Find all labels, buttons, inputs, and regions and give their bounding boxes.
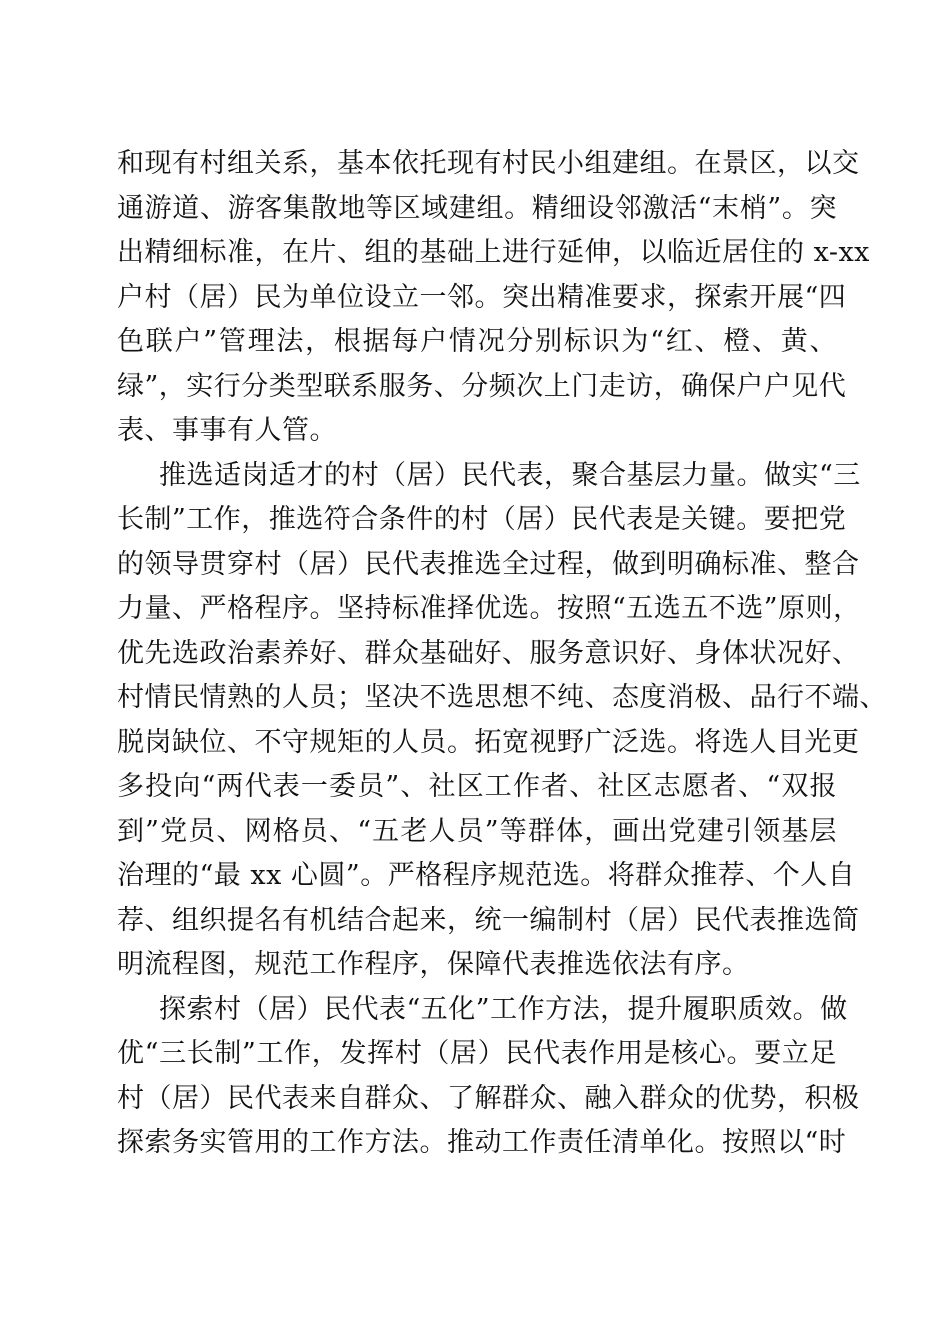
paragraph-2-line-4: 力量、严格程序。坚持标准择优选。按照“五选五不选”原则， <box>117 593 861 624</box>
paragraph-1-line-4: 户村（居）民为单位设立一邻。突出精准要求，探索开展“四 <box>117 281 847 313</box>
paragraph-3-line-2: 优“三长制”工作，发挥村（居）民代表作用是核心。要立足 <box>117 1038 837 1069</box>
paragraph-2-line-1: 推选适岗适才的村（居）民代表，聚合基层力量。做实“三 <box>159 459 861 491</box>
paragraph-2-line-12: 明流程图，规范工作程序，保障代表推选依法有序。 <box>117 949 750 980</box>
paragraph-3-line-3: 村（居）民代表来自群众、了解群众、融入群众的优势，积极 <box>117 1082 860 1114</box>
paragraph-2-line-2: 长制”工作，推选符合条件的村（居）民代表是关键。要把党 <box>117 504 847 535</box>
paragraph-1-line-1: 和现有村组关系，基本依托现有村民小组建组。在景区，以交 <box>117 148 860 179</box>
document-body <box>117 142 887 1166</box>
paragraph-2-line-7: 脱岗缺位、不守规矩的人员。拓宽视野广泛选。将选人目光更 <box>117 726 860 758</box>
paragraph-2-line-5: 优先选政治素养好、群众基础好、服务意识好、身体状况好、 <box>117 637 860 669</box>
paragraph-1-line-2: 通游道、游客集散地等区域建组。精细设邻激活“末梢”。突 <box>117 192 837 224</box>
paragraph-1-line-5: 色联户”管理法，根据每户情况分别标识为“红、橙、黄、 <box>117 326 837 357</box>
paragraph-1-line-3: 出精细标准，在片、组的基础上进行延伸，以临近居住的 x-xx <box>117 237 870 268</box>
paragraph-2-line-3: 的领导贯穿村（居）民代表推选全过程，做到明确标准、整合 <box>117 548 860 580</box>
paragraph-1-line-6: 绿”，实行分类型联系服务、分频次上门走访，确保户户见代 <box>117 370 847 402</box>
paragraph-3-line-4: 探索务实管用的工作方法。推动工作责任清单化。按照以“时 <box>117 1127 847 1158</box>
paragraph-2-line-10: 治理的“最 xx 心圆”。严格程序规范选。将群众推荐、个人自 <box>117 860 856 891</box>
paragraph-2-line-8: 多投向“两代表一委员”、社区工作者、社区志愿者、“双报 <box>117 771 837 802</box>
paragraph-1-line-7: 表、事事有人管。 <box>117 415 337 446</box>
paragraph-2-line-6: 村情民情熟的人员；坚决不选思想不纯、态度消极、品行不端、 <box>117 682 887 713</box>
paragraph-2-line-11: 荐、组织提名有机结合起来，统一编制村（居）民代表推选简 <box>117 904 860 936</box>
paragraph-2-line-9: 到”党员、网格员、“五老人员”等群体，画出党建引领基层 <box>117 815 837 847</box>
paragraph-3-line-1: 探索村（居）民代表“五化”工作方法，提升履职质效。做 <box>159 993 848 1025</box>
